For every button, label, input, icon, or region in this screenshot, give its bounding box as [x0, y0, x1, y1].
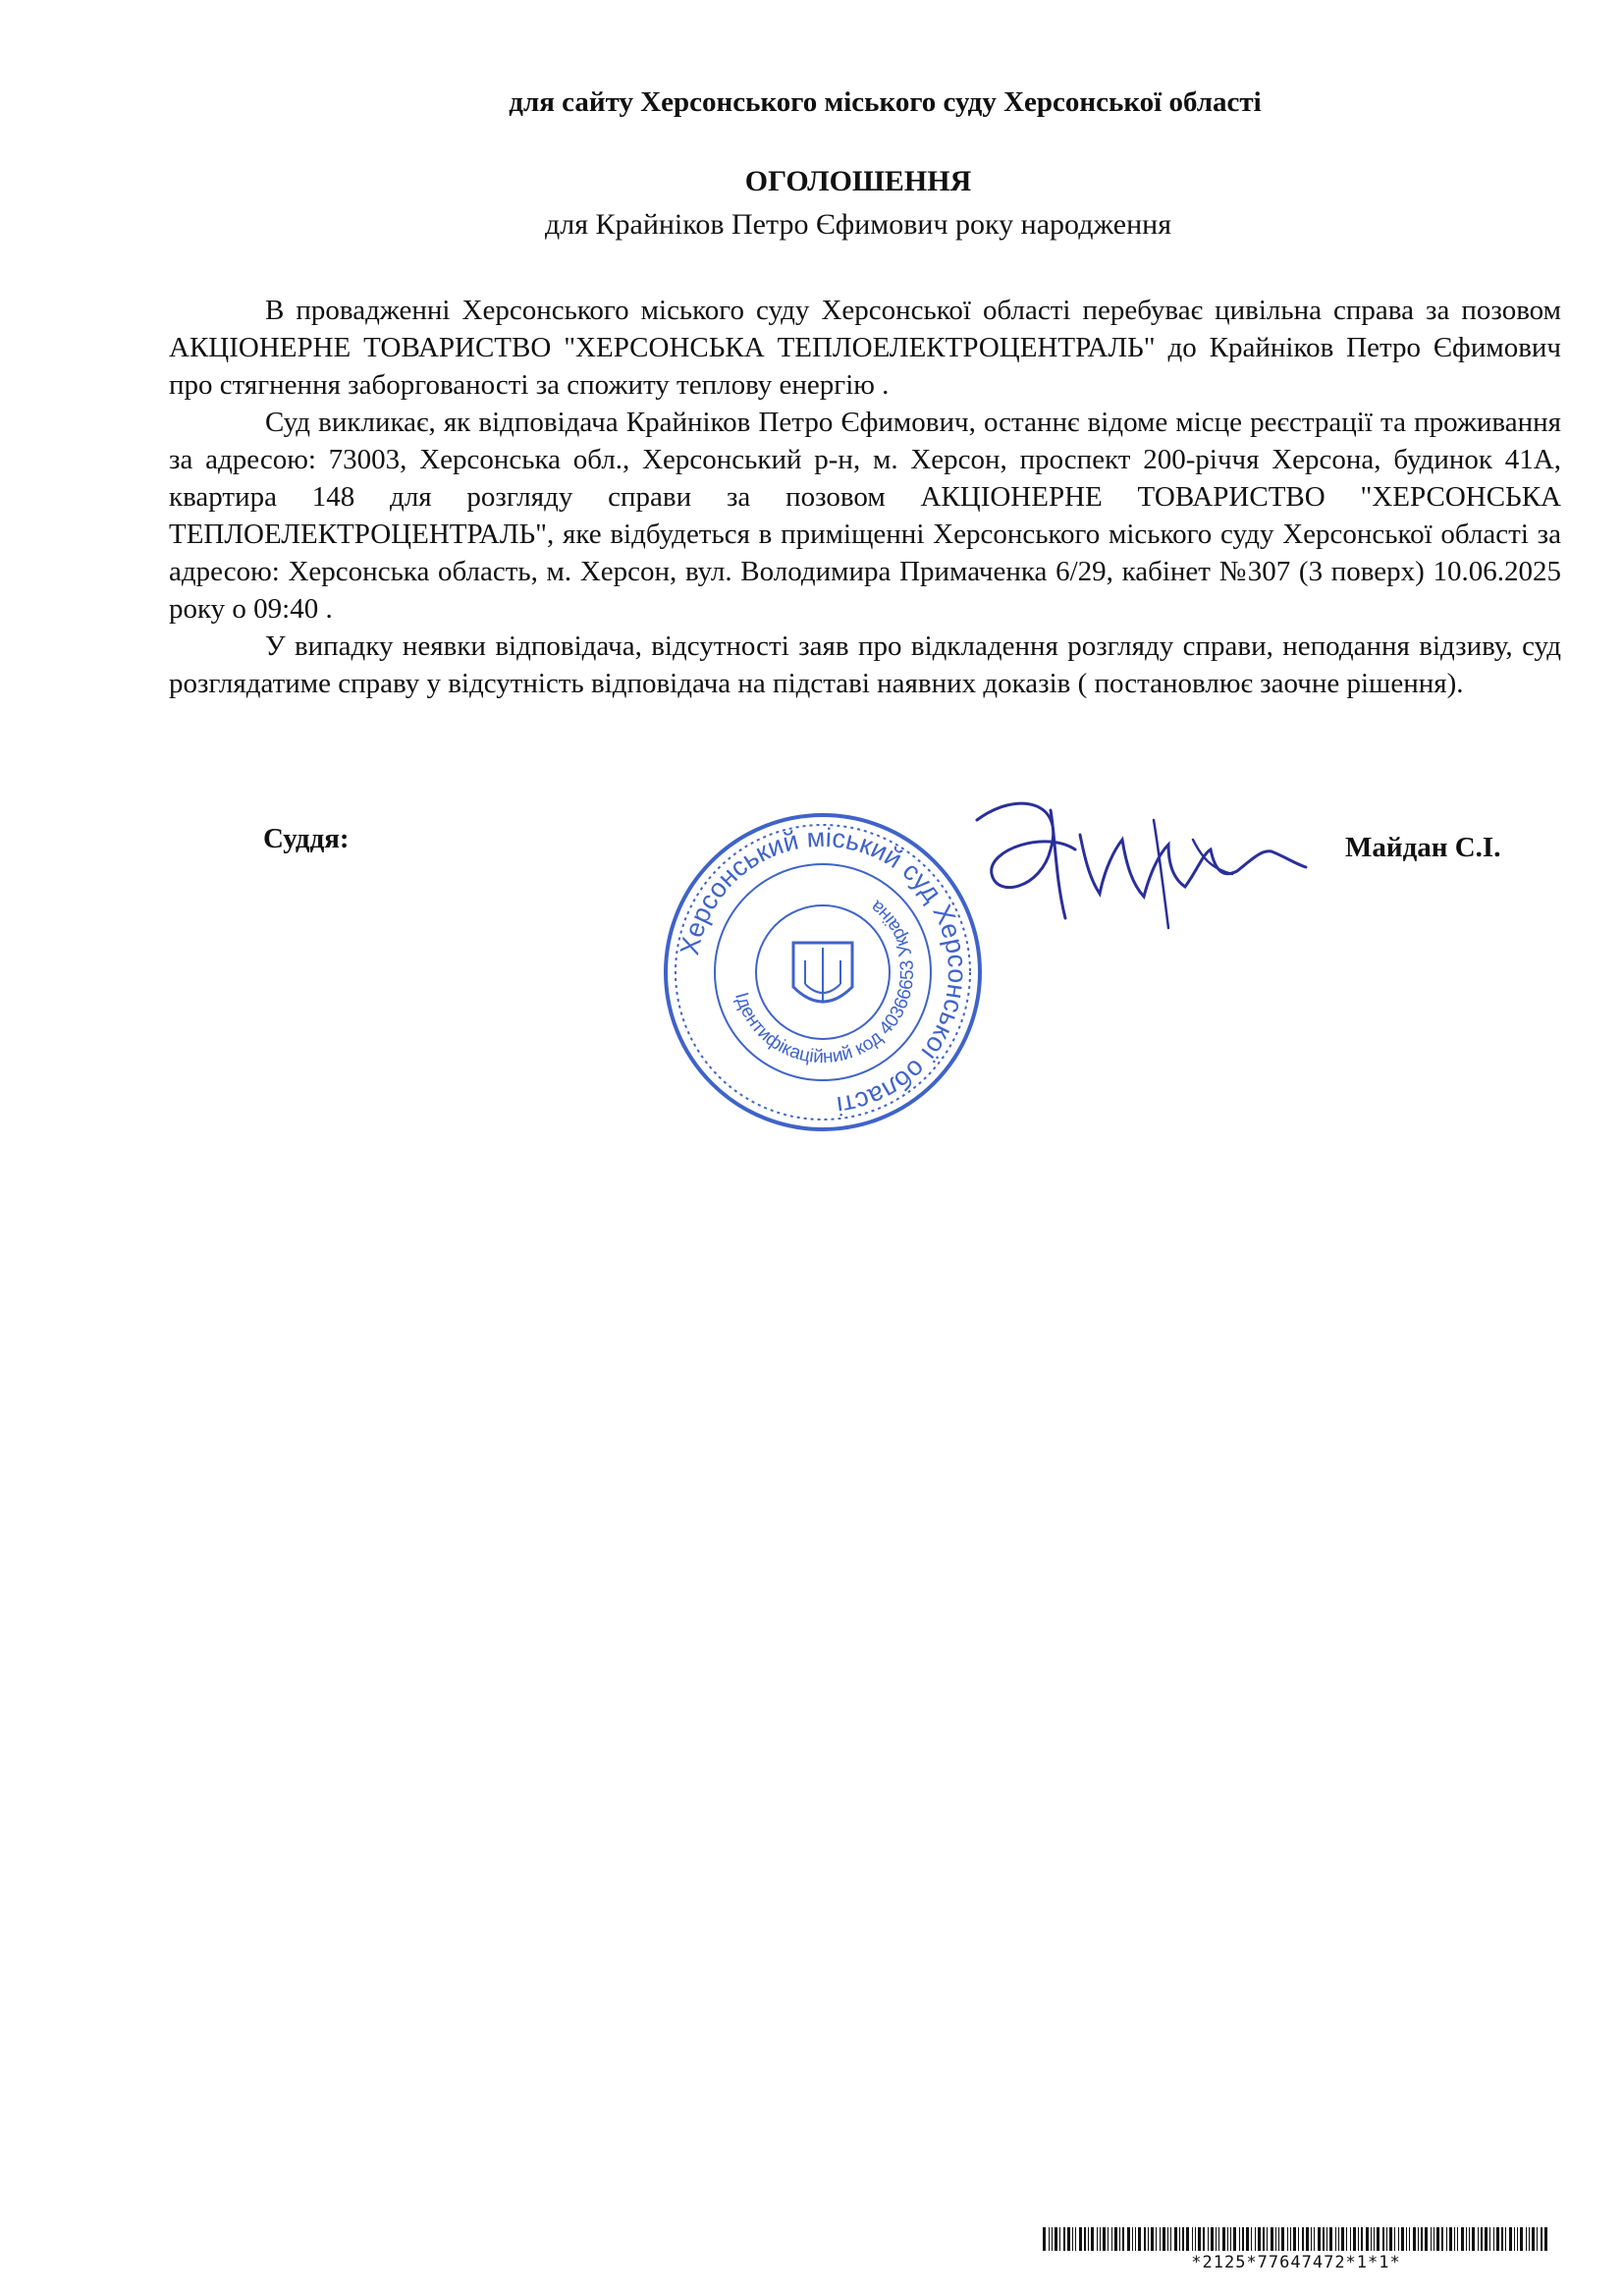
barcode-bar [1358, 2227, 1359, 2251]
barcode-bar [1179, 2227, 1180, 2251]
barcode-bar [1216, 2227, 1217, 2251]
barcode-bar [1326, 2227, 1327, 2251]
barcode-bar [1454, 2227, 1455, 2251]
barcode-bar [1281, 2227, 1284, 2251]
barcode-bar [1122, 2227, 1124, 2251]
barcode-bar [1469, 2227, 1470, 2251]
barcode-bar [1526, 2227, 1527, 2251]
barcode-bar [1323, 2227, 1325, 2251]
barcode-bar [1100, 2227, 1101, 2251]
barcode-bar [1239, 2227, 1240, 2251]
barcode-bar [1520, 2227, 1523, 2251]
barcode-bar [1079, 2227, 1082, 2251]
barcode-bar [1227, 2227, 1228, 2251]
barcode-bar [1084, 2227, 1086, 2251]
barcode-bar [1509, 2227, 1512, 2251]
barcode-bar [1466, 2227, 1467, 2251]
barcode-bar [1111, 2227, 1112, 2251]
barcode-bar [1097, 2227, 1098, 2251]
barcode-bar [1441, 2227, 1443, 2251]
barcode-bar [1208, 2227, 1209, 2251]
barcode-bar [1242, 2227, 1244, 2251]
barcode-bar [1389, 2227, 1392, 2251]
barcode-bar [1144, 2227, 1146, 2251]
barcode-bar [1052, 2227, 1053, 2251]
barcode-bar [1067, 2227, 1070, 2251]
barcode-bar [1218, 2227, 1219, 2251]
barcode-bar [1182, 2227, 1184, 2251]
barcode-bar [1350, 2227, 1351, 2251]
barcode-bar [1290, 2227, 1291, 2251]
barcode-bar [1374, 2227, 1375, 2251]
document-barcode [1043, 2227, 1549, 2251]
barcode-bar [1251, 2227, 1252, 2251]
barcode-bar [1544, 2227, 1547, 2251]
barcode-bar [1449, 2227, 1452, 2251]
barcode-bar [1493, 2227, 1494, 2251]
barcode-bar [1318, 2227, 1321, 2251]
barcode-bar [1335, 2227, 1336, 2251]
barcode-bar [1167, 2227, 1168, 2251]
barcode-bar [1222, 2227, 1225, 2251]
barcode-bar [1255, 2227, 1256, 2251]
judge-signature [957, 781, 1311, 948]
barcode-bar [1293, 2227, 1296, 2251]
barcode-bar [1457, 2227, 1458, 2251]
barcode-bar [1088, 2227, 1089, 2251]
barcode-bar [1377, 2227, 1380, 2251]
barcode-bar [1386, 2227, 1387, 2251]
barcode-bar [1049, 2227, 1050, 2251]
barcode-bar [1063, 2227, 1065, 2251]
barcode-bar [1055, 2227, 1057, 2251]
barcode-bar [1258, 2227, 1261, 2251]
document-subtitle: для Крайніков Петро Єфимович року народження [544, 208, 1172, 241]
barcode-bar [1108, 2227, 1109, 2251]
barcode-bar [1043, 2227, 1046, 2251]
barcode-bar [1361, 2227, 1363, 2251]
barcode-bar [1537, 2227, 1538, 2251]
barcode-bar [1394, 2227, 1395, 2251]
document-header: для сайту Херсонського міського суду Херсонської області [509, 86, 1262, 118]
judge-name: Майдан С.І. [1345, 832, 1501, 863]
barcode-bar [1275, 2227, 1276, 2251]
barcode-bar [1401, 2227, 1404, 2251]
barcode-bar [1338, 2227, 1339, 2251]
barcode-bar [1478, 2227, 1479, 2251]
barcode-bar [1436, 2227, 1439, 2251]
barcode-bar [1230, 2227, 1231, 2251]
barcode-bar [1186, 2227, 1189, 2251]
barcode-bar [1192, 2227, 1193, 2251]
barcode-bar [1203, 2227, 1205, 2251]
barcode-bar [1278, 2227, 1279, 2251]
barcode-number: *2125*77647472*1*1* [1191, 2253, 1401, 2272]
barcode-bar [1311, 2227, 1312, 2251]
barcode-bar [1341, 2227, 1344, 2251]
barcode-bar [1489, 2227, 1490, 2251]
paragraph-summons: Суд викликає, як відповідача Крайніков Петро Єфимович, останнє відоме місце реєстрації та проживання за адресою: 73003, Херсонська обл., Херсонський р-н, м. Херсон, проспект 200-річчя Херсона, будинок 41А, квартира 148 для розгляду справи за позовом АКЦІОНЕРНЕ ТОВАРИСТВО "ХЕРСОНСЬКА ТЕПЛОЕЛЕКТРОЦЕНТРАЛЬ", яке відбудеться в приміщенні Херсонського міського суду Херсонської області за адресою: Херсонська область, м. Херсон, вул. Володимира Примаченка 6/29, кабінет №307 (3 поверх) 10.06.2025 року о 09:40 . [169, 407, 1561, 625]
barcode-bar [1346, 2227, 1347, 2251]
barcode-bar [1529, 2227, 1530, 2251]
barcode-bar [1072, 2227, 1073, 2251]
barcode-bar [1532, 2227, 1535, 2251]
court-seal [656, 805, 990, 1139]
barcode-bar [1431, 2227, 1432, 2251]
barcode-bar [1514, 2227, 1515, 2251]
barcode-bar [1382, 2227, 1384, 2251]
document-body [169, 292, 1561, 702]
barcode-bar [1233, 2227, 1236, 2251]
seal-inner-text: Ідентифікаційний код 40366653 Україна [730, 896, 919, 1068]
barcode-bar [1421, 2227, 1423, 2251]
barcode-bar [1298, 2227, 1299, 2251]
barcode-bar [1302, 2227, 1304, 2251]
barcode-bar [1156, 2227, 1157, 2251]
barcode-bar [1418, 2227, 1419, 2251]
barcode-bar [1461, 2227, 1464, 2251]
barcode-bar [1135, 2227, 1136, 2251]
barcode-bar [1425, 2227, 1428, 2251]
barcode-bar [1091, 2227, 1094, 2251]
barcode-bar [1287, 2227, 1288, 2251]
barcode-bar [1174, 2227, 1177, 2251]
barcode-bar [1138, 2227, 1141, 2251]
barcode-bar [1119, 2227, 1120, 2251]
barcode-bar [1517, 2227, 1518, 2251]
barcode-bar [1211, 2227, 1214, 2251]
barcode-bar [1127, 2227, 1130, 2251]
barcode-bar [1314, 2227, 1315, 2251]
barcode-bar [1103, 2227, 1106, 2251]
barcode-bar [1132, 2227, 1133, 2251]
barcode-bar [1398, 2227, 1399, 2251]
barcode-bar [1406, 2227, 1407, 2251]
barcode-bar [1496, 2227, 1499, 2251]
barcode-bar [1246, 2227, 1249, 2251]
barcode-bar [1353, 2227, 1356, 2251]
barcode-bar [1446, 2227, 1447, 2251]
barcode-bar [1409, 2227, 1410, 2251]
barcode-bar [1114, 2227, 1117, 2251]
paragraph-absence: У випадку неявки відповідача, відсутності заяв про відкладення розгляду справи, неподання відзиву, суд розглядатиме справу у відсутність відповідача на підставі наявних доказів ( постановлює заочне рішення). [169, 630, 1561, 699]
barcode-bar [1151, 2227, 1154, 2251]
barcode-bar [1485, 2227, 1488, 2251]
barcode-bar [1505, 2227, 1506, 2251]
barcode-bar [1271, 2227, 1273, 2251]
barcode-bar [1501, 2227, 1503, 2251]
barcode-bar [1059, 2227, 1060, 2251]
barcode-bar [1198, 2227, 1201, 2251]
barcode-bar [1160, 2227, 1161, 2251]
judge-label: Суддя: [263, 823, 350, 854]
barcode-bar [1413, 2227, 1416, 2251]
barcode-bar [1195, 2227, 1196, 2251]
document-title: ОГОЛОШЕННЯ [744, 165, 972, 197]
barcode-bar [1306, 2227, 1309, 2251]
barcode-bar [1541, 2227, 1542, 2251]
barcode-bar [1263, 2227, 1265, 2251]
barcode-bar [1075, 2227, 1076, 2251]
barcode-bar [1163, 2227, 1165, 2251]
barcode-bar [1472, 2227, 1475, 2251]
barcode-bar [1366, 2227, 1369, 2251]
barcode-bar [1329, 2227, 1332, 2251]
barcode-bar [1148, 2227, 1149, 2251]
barcode-bar [1481, 2227, 1483, 2251]
paragraph-case: В провадженні Херсонського міського суду Херсонської області перебуває цивільна справа за позовом АКЦІОНЕРНЕ ТОВАРИСТВО "ХЕРСОНСЬКА ТЕПЛОЕЛЕКТРОЦЕНТРАЛЬ" до Крайніков Петро Єфимович про стягнення заборгованості за спожиту теплову енергію . [169, 295, 1561, 401]
barcode-bar [1371, 2227, 1372, 2251]
barcode-bar [1170, 2227, 1171, 2251]
seal-outer-text: Херсонський міський суд Херсонської області [675, 822, 973, 1121]
barcode-bar [1267, 2227, 1268, 2251]
